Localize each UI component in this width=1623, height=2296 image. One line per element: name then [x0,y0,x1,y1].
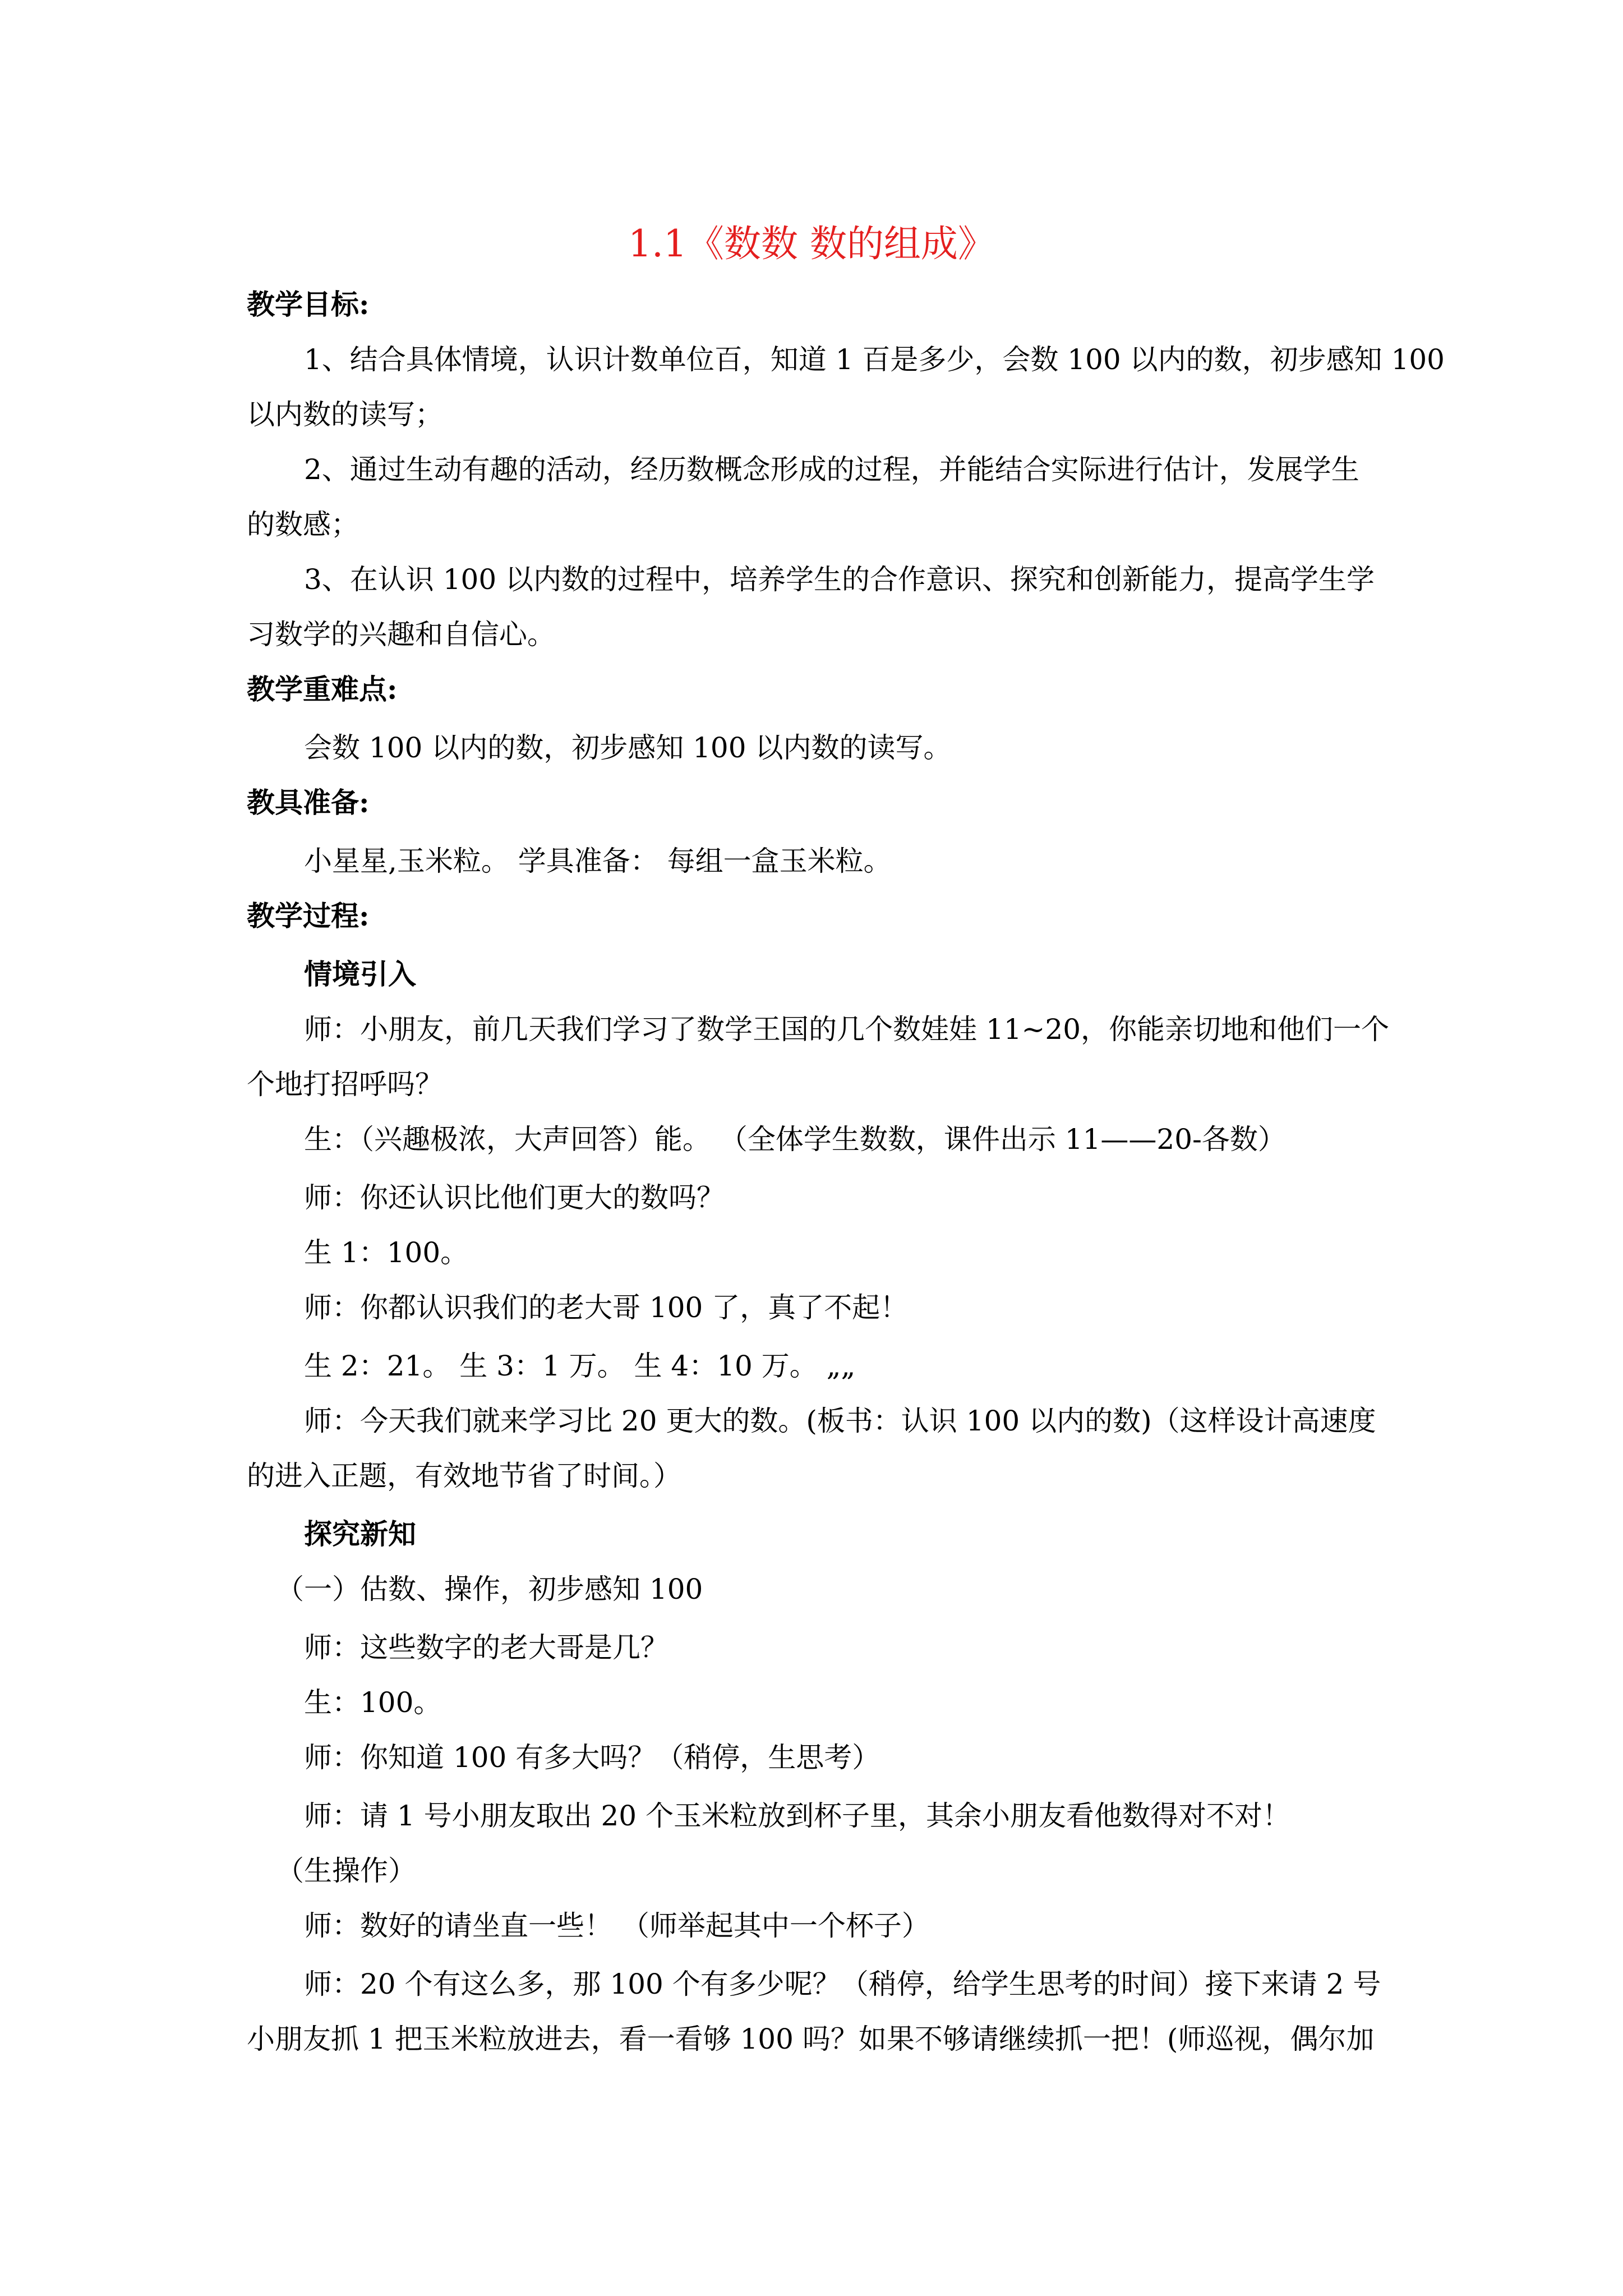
line-14: 师：小朋友，前几天我们学习了数学王国的几个数娃娃 11~20，你能亲切地和他们一个 [304,1013,1390,1046]
line-15: 个地打招呼吗？ [247,1068,443,1101]
line-26: 生：100。 [304,1686,442,1719]
line-09: 会数 100 以内的数，初步感知 100 以内数的读写。 [304,731,952,764]
line-30: 师：数好的请坐直一些！ （师举起其中一个杯子） [304,1910,930,1942]
line-24: （一）估数、操作，初步感知 100 [276,1573,703,1605]
line-12: 教学过程: [247,899,370,932]
line-10: 教具准备: [247,786,370,819]
line-18: 生 1：100。 [304,1236,469,1269]
line-29: （生操作） [276,1855,416,1887]
line-07: 习数学的兴趣和自信心。 [247,618,555,651]
line-16: 生：（兴趣极浓，大声回答）能。 （全体学生数数，课件出示 11——20-各数） [304,1123,1286,1156]
line-03: 以内数的读写； [247,398,443,431]
line-04: 2、通过生动有趣的活动，经历数概念形成的过程，并能结合实际进行估计，发展学生 [304,453,1359,486]
line-27: 师：你知道 100 有多大吗？（稍停，生思考） [304,1741,880,1774]
line-01: 教学目标: [247,288,370,321]
line-32: 小朋友抓 1 把玉米粒放进去，看一看够 100 吗？如果不够请继续抓一把！(师巡视，偶尔加 [247,2023,1375,2055]
line-17: 师：你还认识比他们更大的数吗？ [304,1181,725,1214]
line-19: 师：你都认识我们的老大哥 100 了，真了不起！ [304,1291,909,1324]
document-title: 1.1《数数 数的组成》 [628,222,995,265]
line-05: 的数感； [247,508,359,541]
line-06: 3、在认识 100 以内数的过程中，培养学生的合作意识、探究和创新能力，提高学生学 [304,563,1375,596]
line-22: 的进入正题，有效地节省了时间。） [247,1460,681,1492]
line-25: 师：这些数字的老大哥是几？ [304,1631,668,1664]
line-23: 探究新知 [304,1517,416,1550]
line-08: 教学重难点: [247,673,398,706]
line-31: 师：20 个有这么多，那 100 个有多少呢？（稍停，给学生思考的时间）接下来请 2 号 [304,1968,1381,2000]
line-28: 师：请 1 号小朋友取出 20 个玉米粒放到杯子里，其余小朋友看他数得对不对！ [304,1800,1291,1832]
line-02: 1、结合具体情境，认识计数单位百，知道 1 百是多少，会数 100 以内的数，初步感知 100 [304,343,1445,376]
line-13: 情境引入 [304,958,416,991]
line-11: 小星星,玉米粒。 学具准备： 每组一盒玉米粒。 [304,845,892,877]
line-21: 师：今天我们就来学习比 20 更大的数。(板书：认识 100 以内的数)（这样设计高速度 [304,1405,1376,1437]
line-20: 生 2：21。 生 3：1 万。 生 4：10 万。 „„ [304,1350,856,1382]
